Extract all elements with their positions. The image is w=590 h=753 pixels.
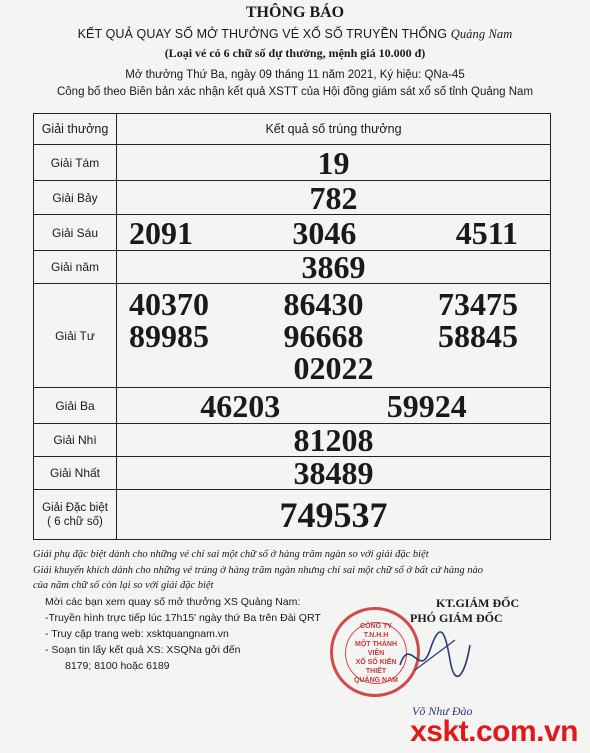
draw-meta: Mở thưởng Thứ Ba, ngày 09 tháng 11 năm 2021, Ký hiệu: QNa-45 — [125, 69, 465, 81]
result-number: 749537 — [279, 494, 388, 535]
signatory-name: Võ Như Đào — [412, 704, 473, 718]
result-number: 3046 — [292, 214, 357, 251]
stamp-line: T.N.H.H — [363, 631, 389, 639]
table-row — [34, 490, 551, 540]
result-number: 96668 — [283, 317, 364, 354]
prize-numbers — [117, 251, 551, 284]
result-number: 02022 — [293, 349, 374, 386]
table-row — [34, 457, 551, 490]
prize-numbers — [117, 424, 551, 457]
document-subtitle — [0, 27, 590, 42]
footnote-special: Giải phụ đặc biệt dành cho những vé chỉ sai một chữ số ở hàng trăm ngàn so với giải đặc biệt — [33, 549, 429, 560]
subtitle-text: KẾT QUẢ QUAY SỐ MỞ THƯỞNG VÉ XỔ SỐ TRUYỀN THỐNG — [77, 27, 448, 41]
prize-name: Giải năm — [34, 251, 117, 284]
prize-numbers — [117, 388, 551, 424]
prize-name: Giải Tám — [34, 145, 117, 181]
document-title: THÔNG BÁO — [245, 4, 345, 21]
result-number: 58845 — [438, 317, 518, 354]
website-line: - Truy cập trang web: xsktquangnam.vn — [45, 628, 229, 640]
stamp-line: CÔNG TY — [360, 622, 392, 630]
prize-name: Giải Bảy — [34, 181, 117, 215]
prize-name: Giải Nhất — [34, 457, 117, 490]
result-number: 59924 — [386, 387, 467, 424]
result-number: 19 — [317, 144, 350, 181]
sms-line: - Soạn tin lấy kết quả XS: XSQNa gởi đến — [45, 644, 241, 656]
result-number: 2091 — [129, 214, 193, 251]
prize-numbers — [117, 457, 551, 490]
result-number: 86430 — [283, 285, 364, 322]
table-row — [34, 181, 551, 215]
site-watermark: xskt.com.vn — [410, 715, 578, 748]
prize-name: Giải Ba — [34, 388, 117, 424]
table-row — [34, 388, 551, 424]
table-header-row — [34, 114, 551, 145]
signatory-org: KT.GIÁM ĐỐC — [436, 596, 520, 610]
stamp-line: XỔ SỐ KIẾN THIẾT — [355, 658, 397, 675]
tv-line: -Truyền hình trực tiếp lúc 17h15' ngày thứ Ba trên Đài QRT — [45, 612, 321, 624]
col-prize-header: Giải thưởng — [34, 114, 117, 145]
col-result-header: Kết quả số trúng thưởng — [117, 114, 551, 145]
result-number: 46203 — [200, 387, 281, 424]
result-number: 782 — [309, 179, 358, 216]
table-row — [34, 215, 551, 251]
prize-name: Giải Nhì — [34, 424, 117, 457]
table-row — [34, 145, 551, 181]
sms-numbers: 8179; 8100 hoặc 6189 — [65, 660, 170, 672]
prize-name: Giải Đặc biệt ( 6 chữ số) — [34, 490, 117, 540]
table-row — [34, 424, 551, 457]
prize-name: Giải Tư — [34, 284, 117, 388]
result-number: 89985 — [129, 317, 209, 354]
invite-line: Mời các bạn xem quay số mở thưởng XS Quảng Nam: — [45, 596, 301, 608]
signatory-role: PHÓ GIÁM ĐỐC — [410, 611, 503, 625]
result-number: 73475 — [438, 285, 518, 322]
result-number: 4511 — [455, 214, 518, 251]
stamp-line: QUẢNG NAM — [354, 676, 398, 684]
table-row — [34, 284, 551, 388]
table-row — [34, 251, 551, 284]
prize-numbers — [117, 490, 551, 540]
prize-numbers — [117, 215, 551, 251]
footnote-consolation-cont: của năm chữ số còn lại so với giải đặc biệt — [33, 580, 214, 591]
stamp-line: MỘT THÀNH VIÊN — [355, 640, 397, 657]
prize-name: Giải Sáu — [34, 215, 117, 251]
publish-line: Công bố theo Biên bản xác nhận kết quả XSTT của Hội đồng giám sát xổ số tỉnh Quảng Nam — [56, 86, 534, 98]
prize-numbers — [117, 181, 551, 215]
prize-numbers — [117, 284, 551, 388]
result-number: 40370 — [129, 285, 209, 322]
result-number: 81208 — [293, 422, 374, 458]
ticket-note: (Loại vé có 6 chữ số dự thưởng, mệnh giá 10.000 đ) — [164, 46, 426, 60]
results-table — [33, 113, 551, 540]
signature-icon — [395, 625, 475, 685]
prize-numbers — [117, 145, 551, 181]
province-name: Quảng Nam — [450, 27, 513, 41]
result-number: 3869 — [301, 249, 366, 285]
result-number: 38489 — [293, 455, 374, 491]
footnote-consolation: Giải khuyến khích dành cho những vé trúng ở hàng trăm ngàn nhưng chỉ sai một chữ số ở bất cứ hàng nào — [33, 565, 483, 576]
